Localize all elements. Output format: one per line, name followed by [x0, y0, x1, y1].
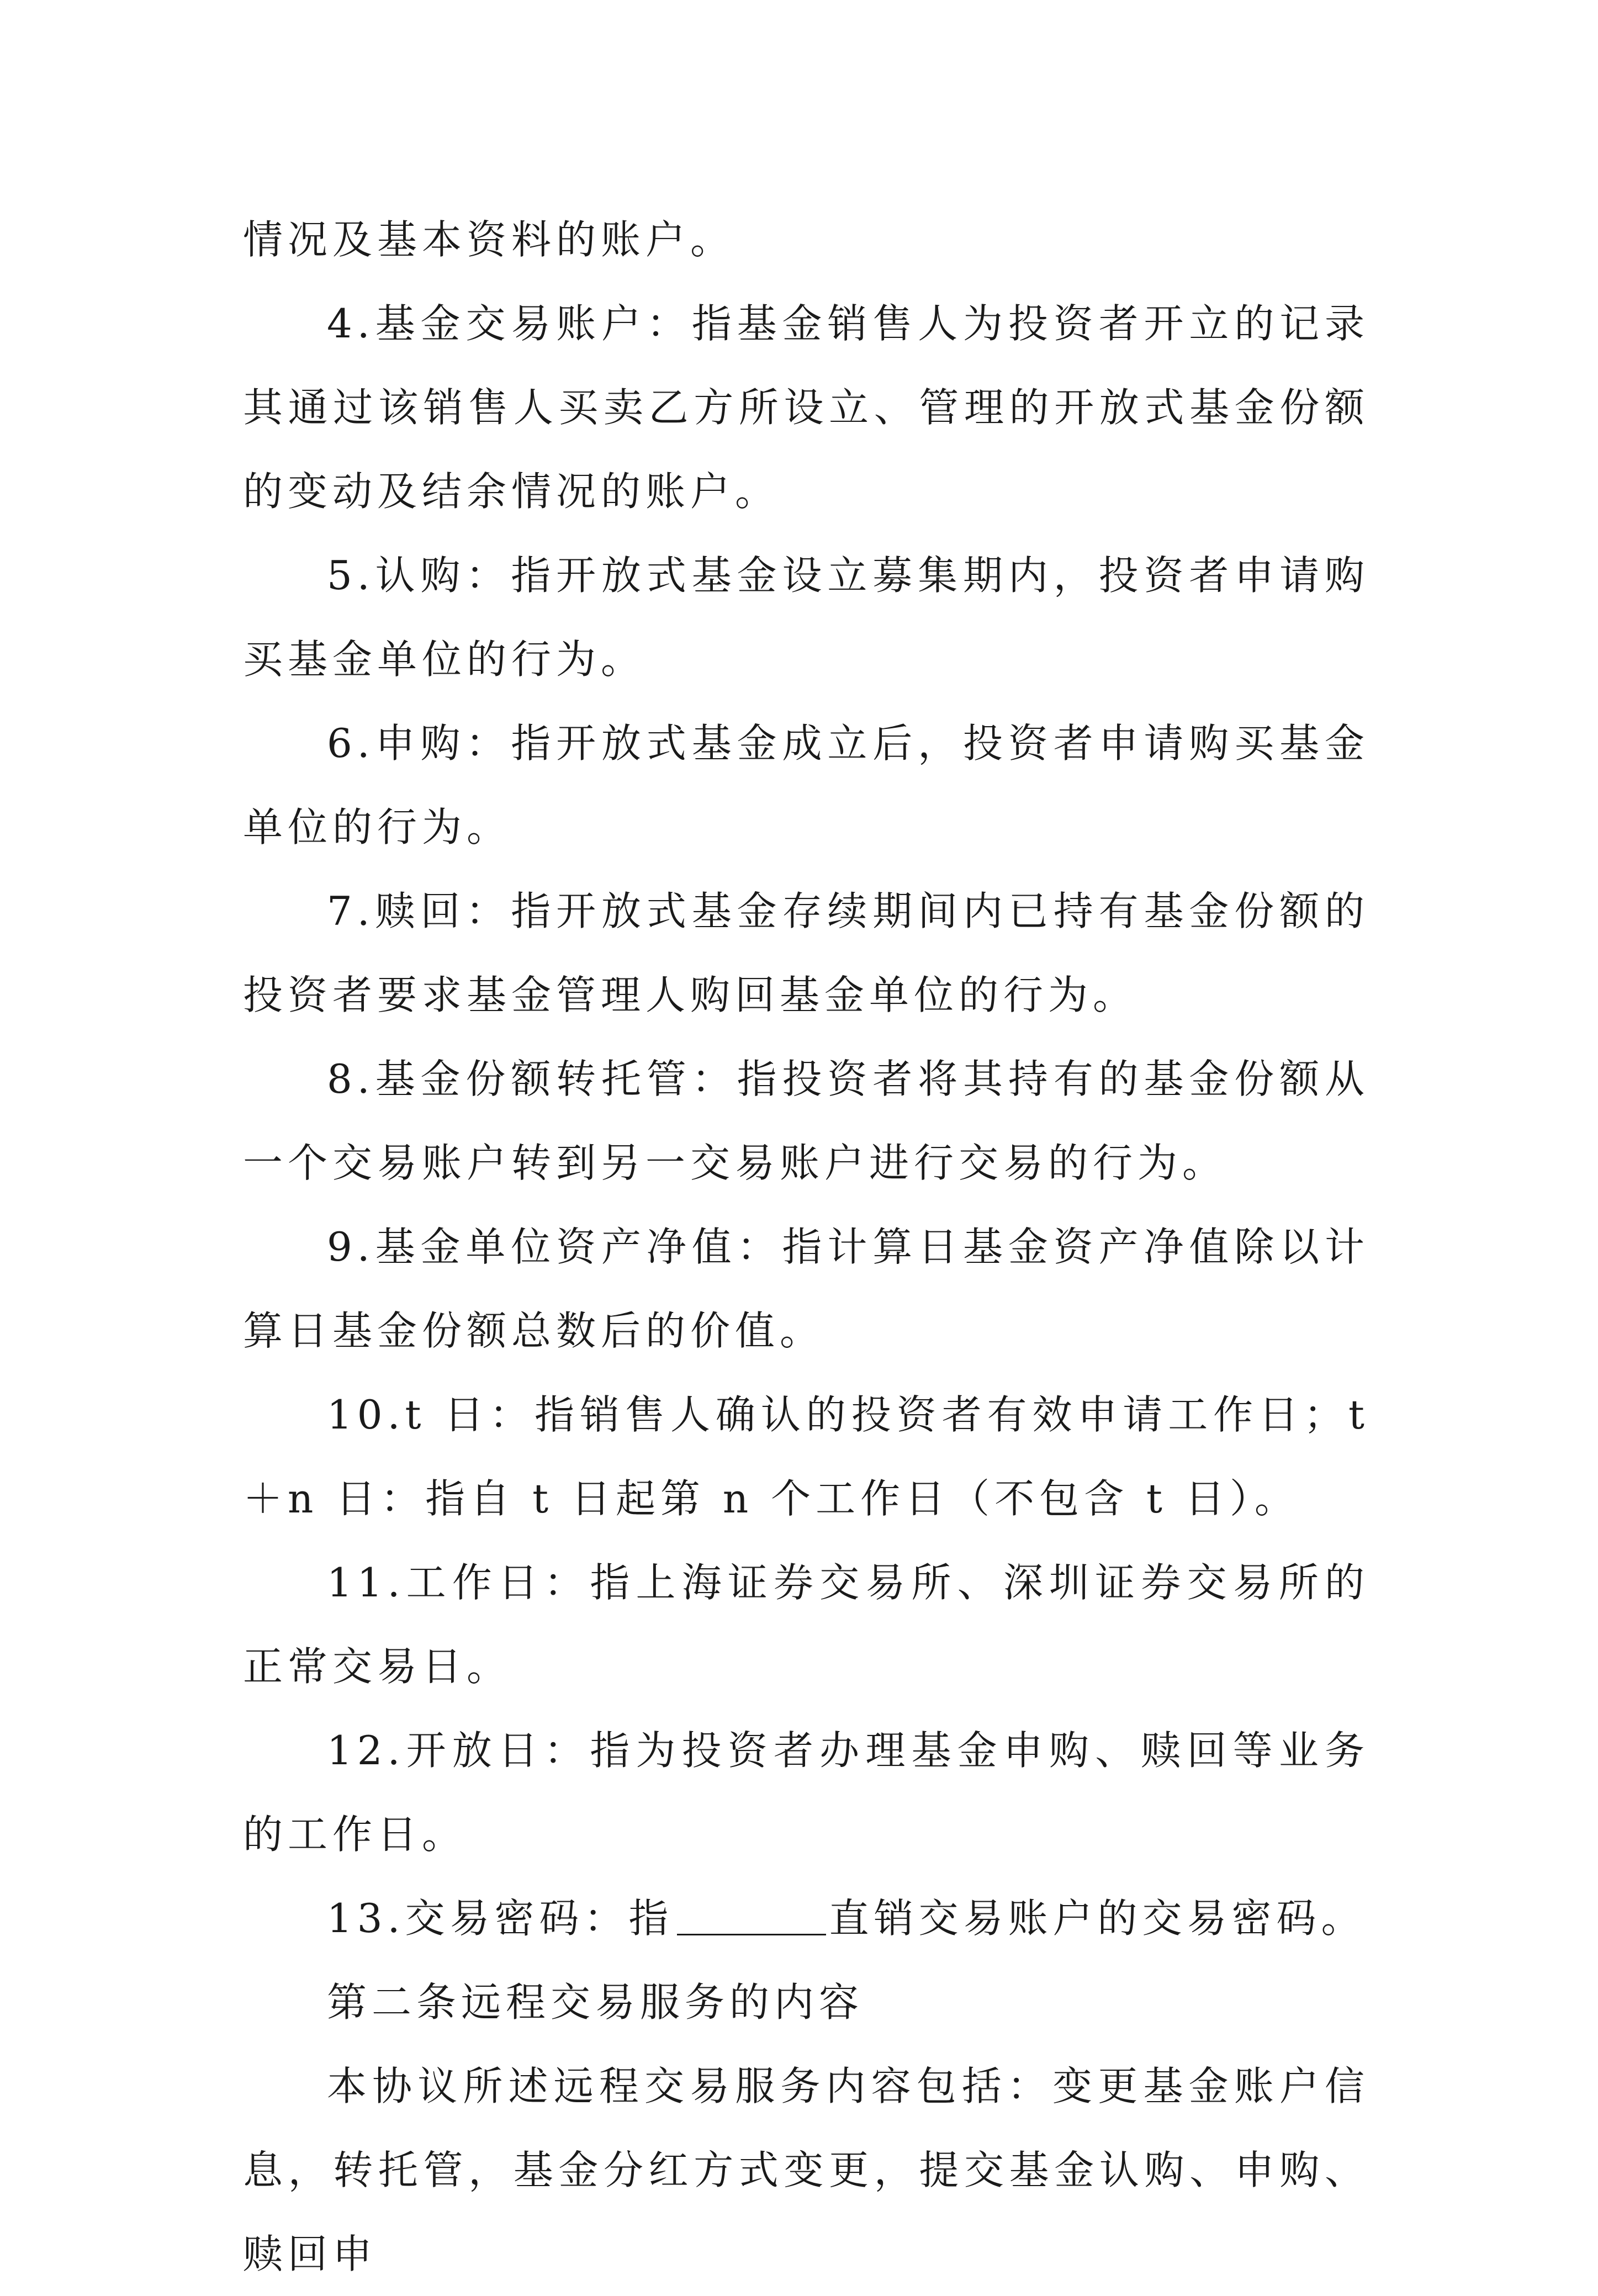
paragraph-12-open-day: 12.开放日：指为投资者办理基金申购、赎回等业务的工作日。: [243, 1727, 1369, 1858]
paragraph-13-text-before: 13.交易密码：指: [327, 1895, 674, 1941]
paragraph-10-t-day: 10.t 日：指销售人确认的投资者有效申请工作日；t＋n 日：指自 t 日起第 n 个工作日（不包含 t 日）。: [243, 1392, 1369, 1522]
paragraph-service-content: 本协议所述远程交易服务内容包括：变更基金账户信息，转托管，基金分红方式变更，提交基金认购、申购、赎回申: [243, 2063, 1369, 2277]
paragraph-11-working-day: 11.工作日：指上海证券交易所、深圳证券交易所的正常交易日。: [243, 1559, 1369, 1690]
paragraph-13-text-after: 直销交易账户的交易密码。: [829, 1895, 1366, 1941]
paragraph-8-transfer-custody: 8.基金份额转托管：指投资者将其持有的基金份额从一个交易账户转到另一交易账户进行交易的行为。: [243, 1056, 1369, 1186]
paragraph-5-subscription: 5.认购：指开放式基金设立募集期内，投资者申请购买基金单位的行为。: [243, 552, 1369, 683]
paragraph-continuation: 情况及基本资料的账户。: [243, 216, 735, 263]
paragraph-4-fund-trading-account: 4.基金交易账户：指基金销售人为投资者开立的记录其通过该销售人买卖乙方所设立、管理的开放式基金份额的变动及结余情况的账户。: [243, 300, 1369, 515]
paragraph-13-trading-password: [243, 1876, 1369, 1960]
paragraph-9-net-asset-value: 9.基金单位资产净值：指计算日基金资产净值除以计算日基金份额总数后的价值。: [243, 1224, 1369, 1354]
section-title: 第二条远程交易服务的内容: [327, 1979, 864, 2025]
paragraph-6-purchase: 6.申购：指开放式基金成立后，投资者申请购买基金单位的行为。: [243, 720, 1369, 850]
paragraph-7-redemption: 7.赎回：指开放式基金存续期间内已持有基金份额的投资者要求基金管理人购回基金单位的行为。: [243, 888, 1369, 1018]
fill-in-blank: [677, 1901, 826, 1935]
document-body: [243, 198, 1369, 2296]
